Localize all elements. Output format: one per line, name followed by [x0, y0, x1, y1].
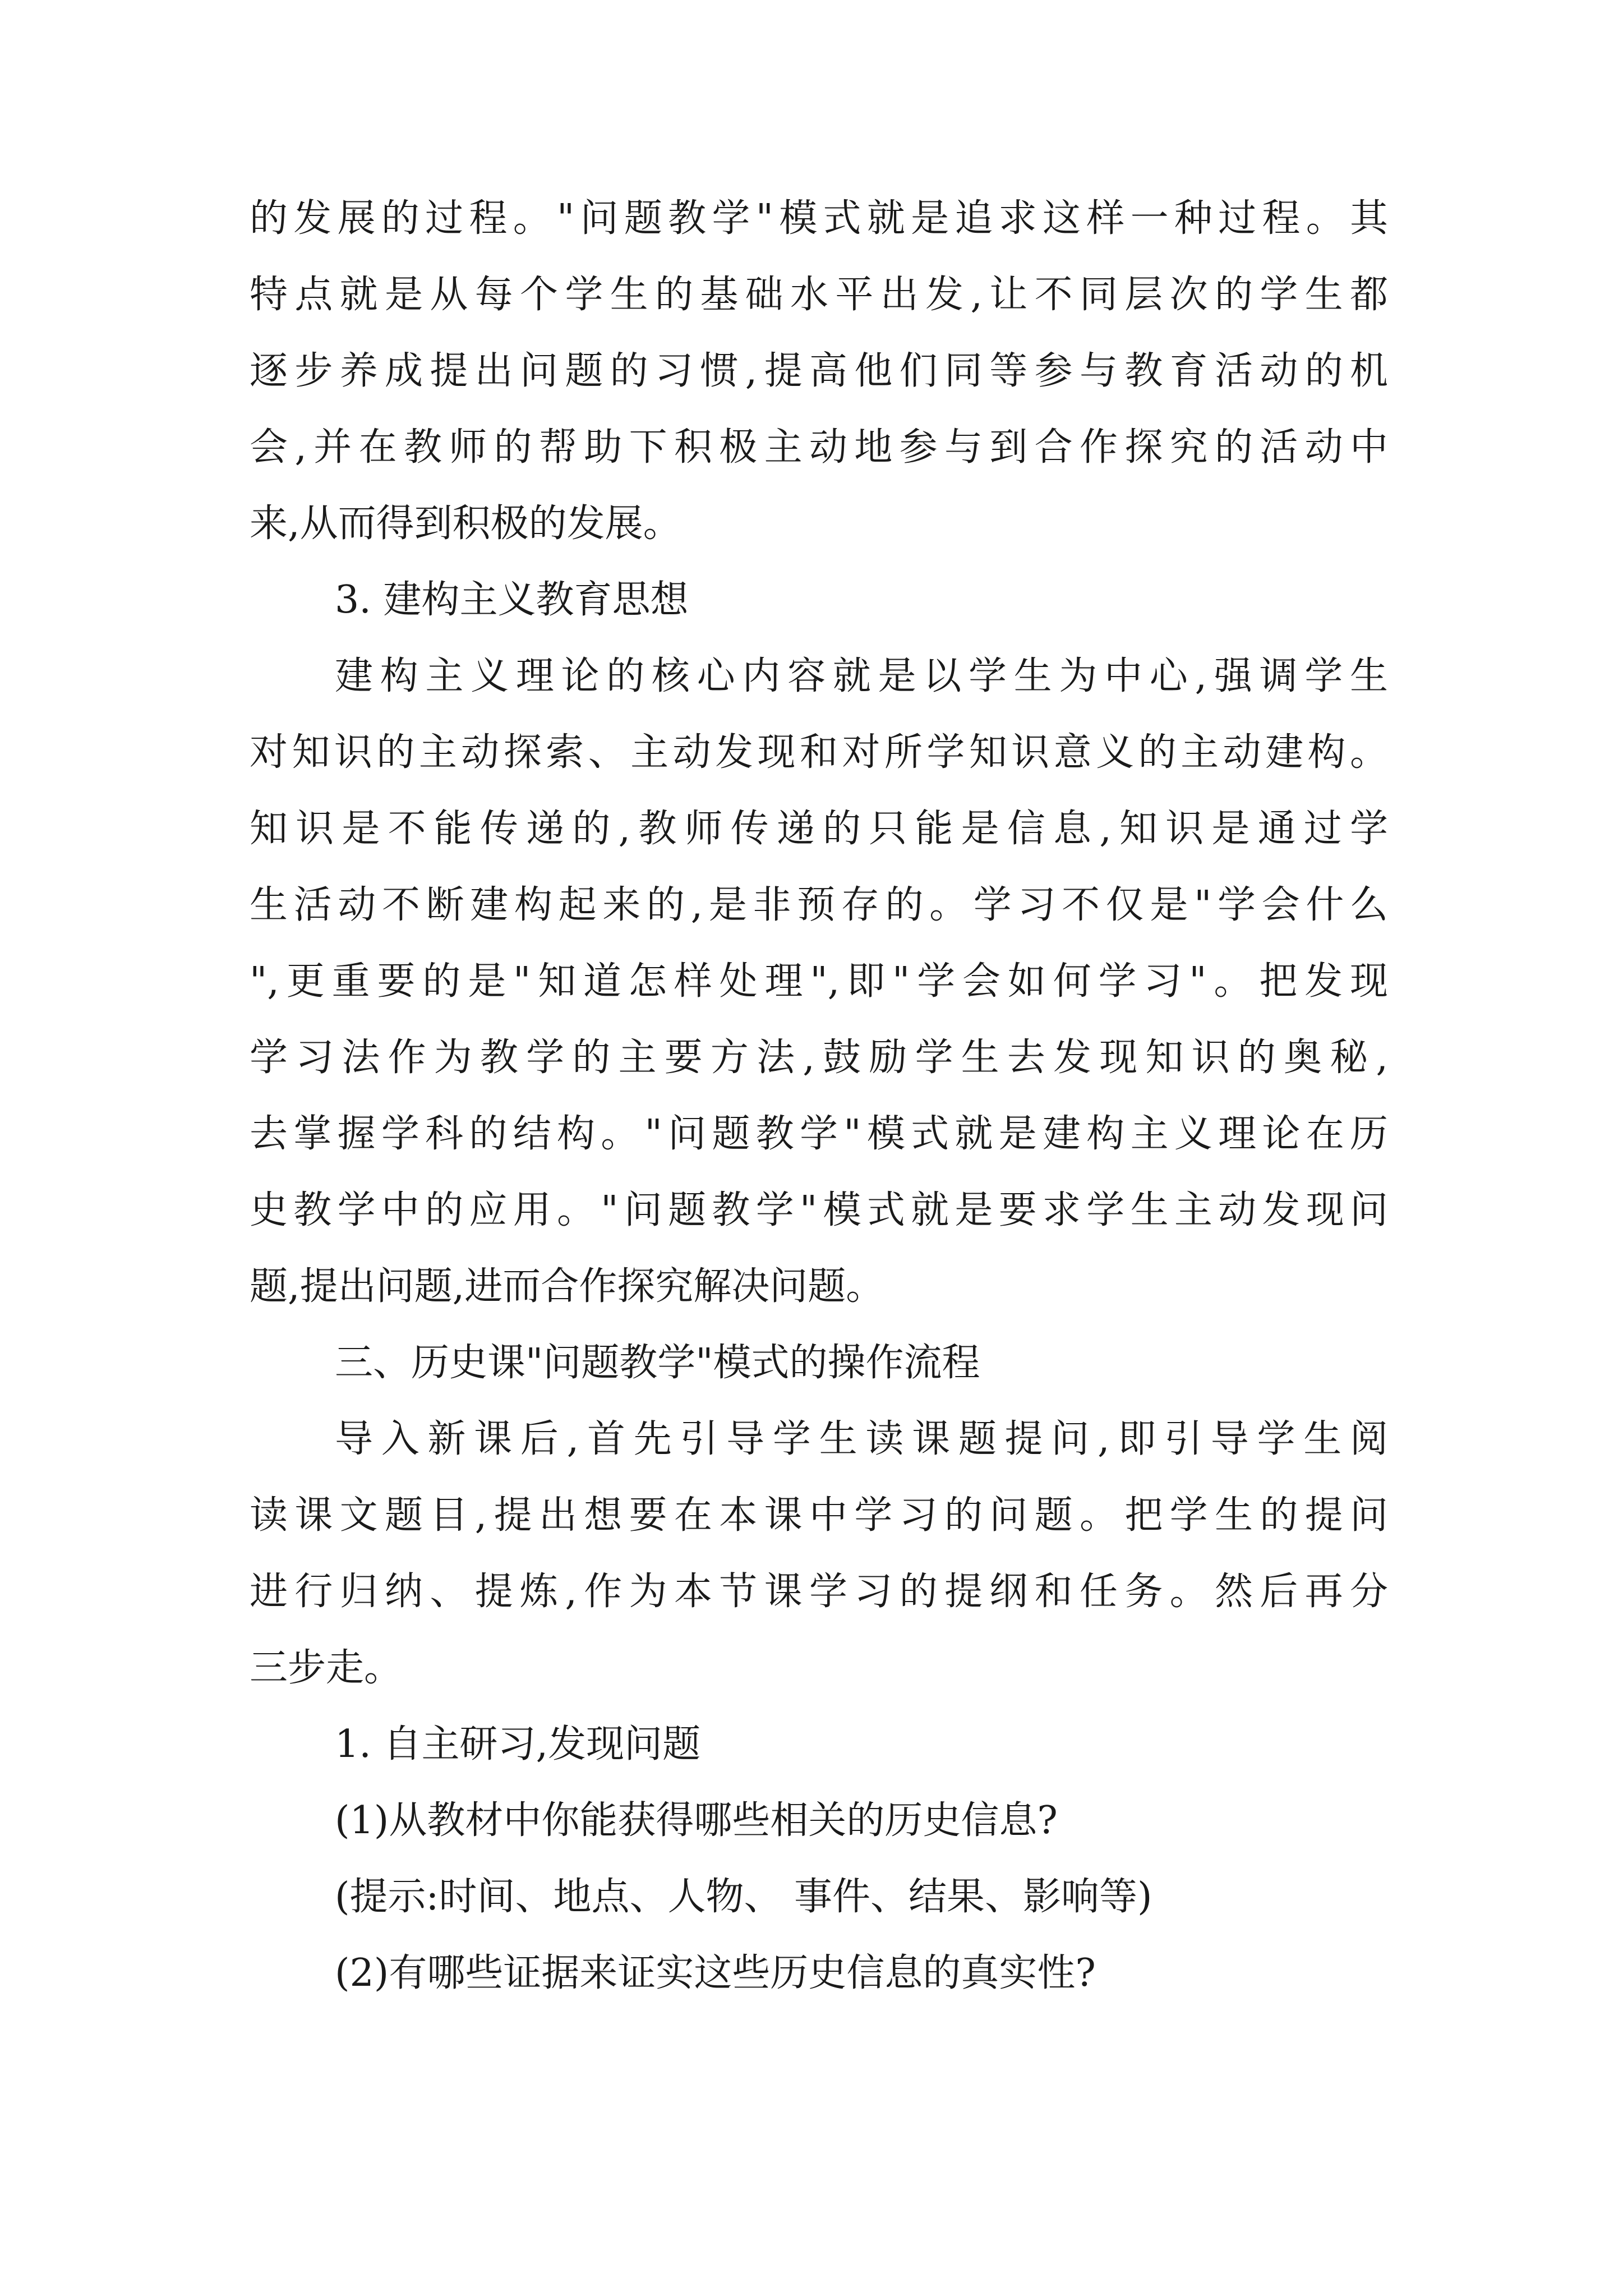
- text-line: 来,从而得到积极的发展。: [250, 501, 681, 546]
- text-line: 去掌握学科的结构。"问题教学"模式就是建构主义理论在历: [250, 1112, 1388, 1156]
- text-line: 建构主义理论的核心内容就是以学生为中心,强调学生: [335, 654, 1388, 698]
- text-line: 对知识的主动探索、主动发现和对所学知识意义的主动建构。: [250, 730, 1388, 775]
- text-line: ",更重要的是"知道怎样处理",即"学会如何学习"。把发现: [250, 959, 1388, 1004]
- text-line: 的发展的过程。"问题教学"模式就是追求这样一种过程。其: [250, 196, 1388, 241]
- text-line: 导入新课后,首先引导学生读课题提问,即引导学生阅: [335, 1417, 1388, 1461]
- text-line: 特点就是从每个学生的基础水平出发,让不同层次的学生都: [250, 273, 1388, 317]
- section-heading: 三、历史课"问题教学"模式的操作流程: [335, 1341, 980, 1385]
- text-line: 逐步养成提出问题的习惯,提高他们同等参与教育活动的机: [250, 349, 1388, 393]
- text-line: 生活动不断建构起来的,是非预存的。学习不仅是"学会什么: [250, 883, 1388, 927]
- text-line: 题,提出问题,进而合作探究解决问题。: [250, 1264, 884, 1309]
- hint-text: (提示:时间、地点、人物、 事件、结果、影响等): [335, 1875, 1152, 1919]
- text-line: 史教学中的应用。"问题教学"模式就是要求学生主动发现问: [250, 1188, 1388, 1232]
- document-body: [250, 181, 1388, 2012]
- text-line: 读课文题目,提出想要在本课中学习的问题。把学生的提问: [250, 1493, 1388, 1538]
- text-line: 会,并在教师的帮助下积极主动地参与到合作探究的活动中: [250, 425, 1388, 470]
- section-heading: 3. 建构主义教育思想: [335, 578, 689, 622]
- text-line: 进行归纳、提炼,作为本节课学习的提纲和任务。然后再分: [250, 1570, 1388, 1614]
- list-item: (1)从教材中你能获得哪些相关的历史信息?: [335, 1798, 1058, 1843]
- text-line: 学习法作为教学的主要方法,鼓励学生去发现知识的奥秘,: [250, 1036, 1388, 1080]
- subsection-heading: 1. 自主研习,发现问题: [335, 1722, 701, 1766]
- text-line: 知识是不能传递的,教师传递的只能是信息,知识是通过学: [250, 807, 1388, 851]
- text-line: 三步走。: [250, 1646, 403, 1690]
- list-item: (2)有哪些证据来证实这些历史信息的真实性?: [335, 1951, 1096, 1995]
